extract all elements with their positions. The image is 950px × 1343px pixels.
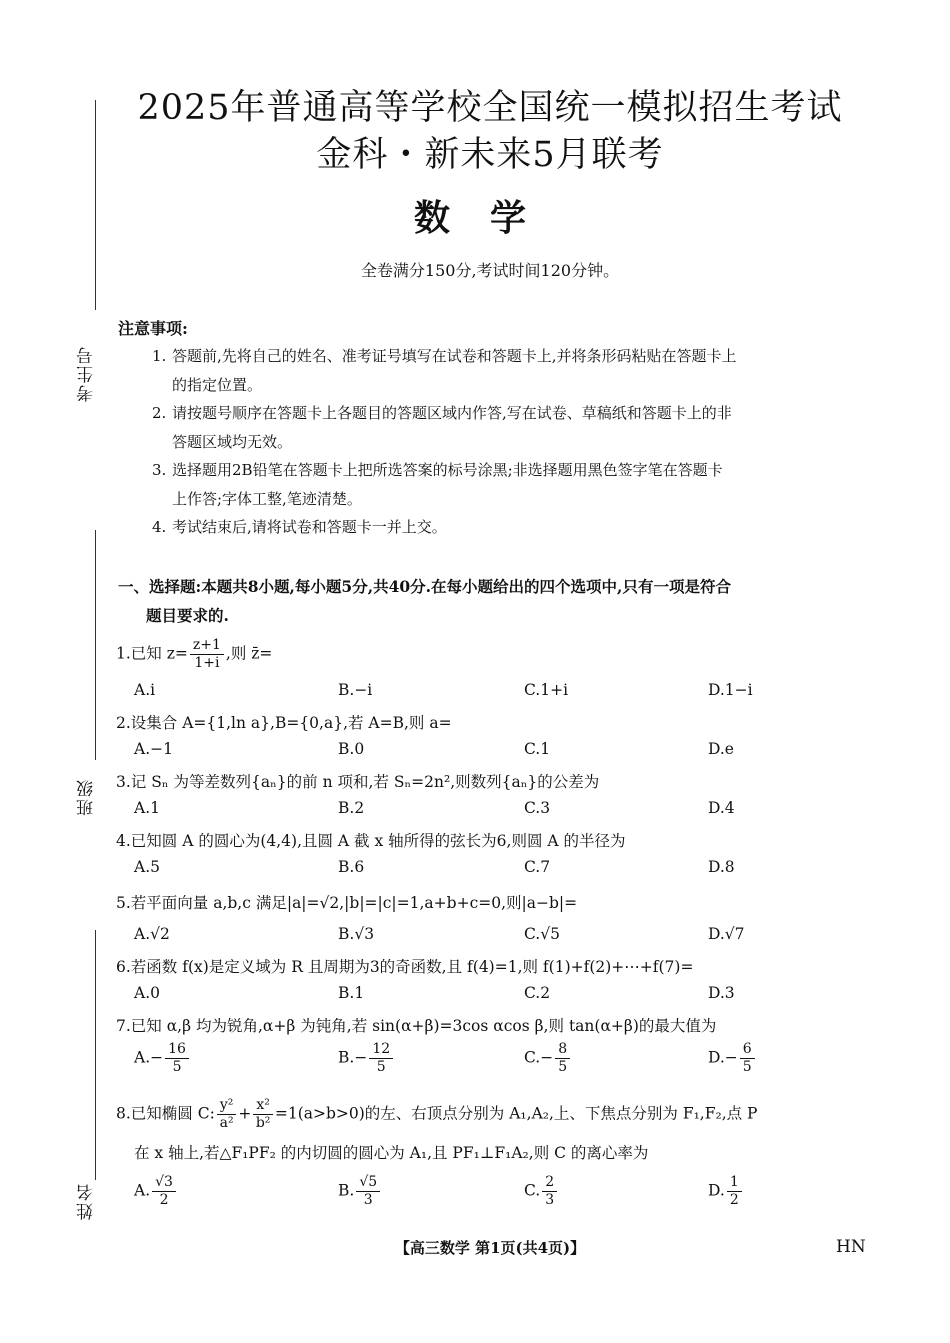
question-2-stem: 2.设集合 A={1,ln a},B={0,a},若 A=B,则 a= (116, 714, 452, 732)
option-c: C.3 (524, 799, 551, 817)
question-8-stem-line2: 在 x 轴上,若△F₁PF₂ 的内切圆的圆心为 A₁,且 PF₁⊥F₁A₂,则 C 的离心率为 (134, 1144, 649, 1162)
question-3-stem: 3.记 Sₙ 为等差数列{aₙ}的前 n 项和,若 Sₙ=2n²,则数列{aₙ}的公差为 (116, 773, 600, 791)
option-d: D.8 (708, 858, 735, 876)
exam-title: 2025年普通高等学校全国统一模拟招生考试 (137, 88, 843, 128)
option-b: B.− $\frac{12}{5}$ (338, 1041, 395, 1076)
option-b: B.6 (338, 858, 365, 876)
option-d: D.e (708, 740, 734, 758)
option-b: B.2 (338, 799, 365, 817)
question-6-stem: 6.若函数 f(x)是定义域为 R 且周期为3的奇函数,且 f(4)=1,则 f(1)+f(2)+⋯+f(7)= (116, 958, 694, 976)
option-c: C. $\frac{2}{3}$ (524, 1174, 559, 1209)
option-d: D.− $\frac{6}{5}$ (708, 1041, 757, 1076)
question-1-stem: 1.已知 z= $\frac{z+1}{1+i}$ ,则 z̄= (116, 637, 273, 671)
option-a: A.1 (134, 799, 160, 817)
name-label: 姓名 (77, 1182, 97, 1220)
exam-subtitle: 金科・新未来5月联考 (316, 135, 664, 175)
option-c: C.√5 (524, 925, 560, 943)
question-8-stem: 8.已知椭圆 C: $\frac{\text{y²}}{\text{a²}}$ + $\frac{\text{x²}}{\text{b²}}$ =1(a>b>0)的左、右顶点分别为 A₁,A₂,上、下焦点分别为 F₁,F₂,点 P (116, 1097, 758, 1131)
notice-item: 2. 请按题号顺序在答题卡上各题目的答题区域内作答,写在试卷、草稿纸和答题卡上的非 答题区域均无效。 (152, 404, 732, 451)
option-a: A.0 (134, 984, 160, 1002)
option-c: C.2 (524, 984, 551, 1002)
full-score-note: 全卷满分150分,考试时间120分钟。 (360, 261, 620, 280)
option-a: A.− $\frac{16}{5}$ (134, 1041, 191, 1076)
exam-no-label: 考生号 (77, 345, 97, 402)
option-a: A.−1 (134, 740, 173, 758)
option-a: A.i (134, 681, 156, 699)
option-d: D.4 (708, 799, 735, 817)
option-d: D.3 (708, 984, 735, 1002)
option-a: A.5 (134, 858, 160, 876)
edition-code: HN (836, 1237, 866, 1257)
question-4-stem: 4.已知圆 A 的圆心为(4,4),且圆 A 截 x 轴所得的弦长为6,则圆 A 的半径为 (116, 832, 626, 850)
subject-title: 数学 (413, 197, 566, 239)
option-a: A.√2 (134, 925, 170, 943)
option-d: D.√7 (708, 925, 745, 943)
question-5-stem: 5.若平面向量 a,b,c 满足|a|=√2,|b|=|c|=1,a+b+c=0,则|a−b|= (116, 894, 578, 912)
option-d: D.1−i (708, 681, 753, 699)
section-heading: 一、选择题:本题共8小题,每小题5分,共40分.在每小题给出的四个选项中,只有一项是符合 题目要求的. (118, 577, 731, 625)
fraction: $\frac{z+1}{1+i}$ (190, 637, 224, 672)
notice-item: 4. 考试结束后,请将试卷和答题卡一并上交。 (152, 518, 447, 536)
option-b: B.√3 (338, 925, 375, 943)
binding-line (95, 530, 96, 760)
notices-heading: 注意事项: (118, 319, 188, 338)
option-b: B.0 (338, 740, 365, 758)
option-b: B.−i (338, 681, 373, 699)
option-b: B.1 (338, 984, 365, 1002)
option-d: D. $\frac{1}{2}$ (708, 1174, 744, 1209)
question-7-stem: 7.已知 α,β 均为锐角,α+β 为钝角,若 sin(α+β)=3cos αcos β,则 tan(α+β)的最大值为 (116, 1017, 717, 1035)
option-a: A. $\frac{√3}{2}$ (134, 1174, 178, 1209)
option-c: C.1+i (524, 681, 569, 699)
notice-item: 1. 答题前,先将自己的姓名、准考证号填写在试卷和答题卡上,并将条形码粘贴在答题卡上 的指定位置。 (152, 347, 737, 394)
page-footer: 【高三数学 第1页(共4页)】 (394, 1239, 586, 1257)
class-label: 班级 (77, 778, 97, 816)
option-c: C.1 (524, 740, 551, 758)
option-b: B. $\frac{√5}{3}$ (338, 1174, 382, 1209)
notice-item: 3. 选择题用2B铅笔在答题卡上把所选答案的标号涂黑;非选择题用黑色签字笔在答题卡 上作答;字体工整,笔迹清楚。 (152, 461, 723, 508)
option-c: C.7 (524, 858, 551, 876)
option-c: C.− $\frac{8}{5}$ (524, 1041, 572, 1076)
binding-line (95, 930, 96, 1180)
